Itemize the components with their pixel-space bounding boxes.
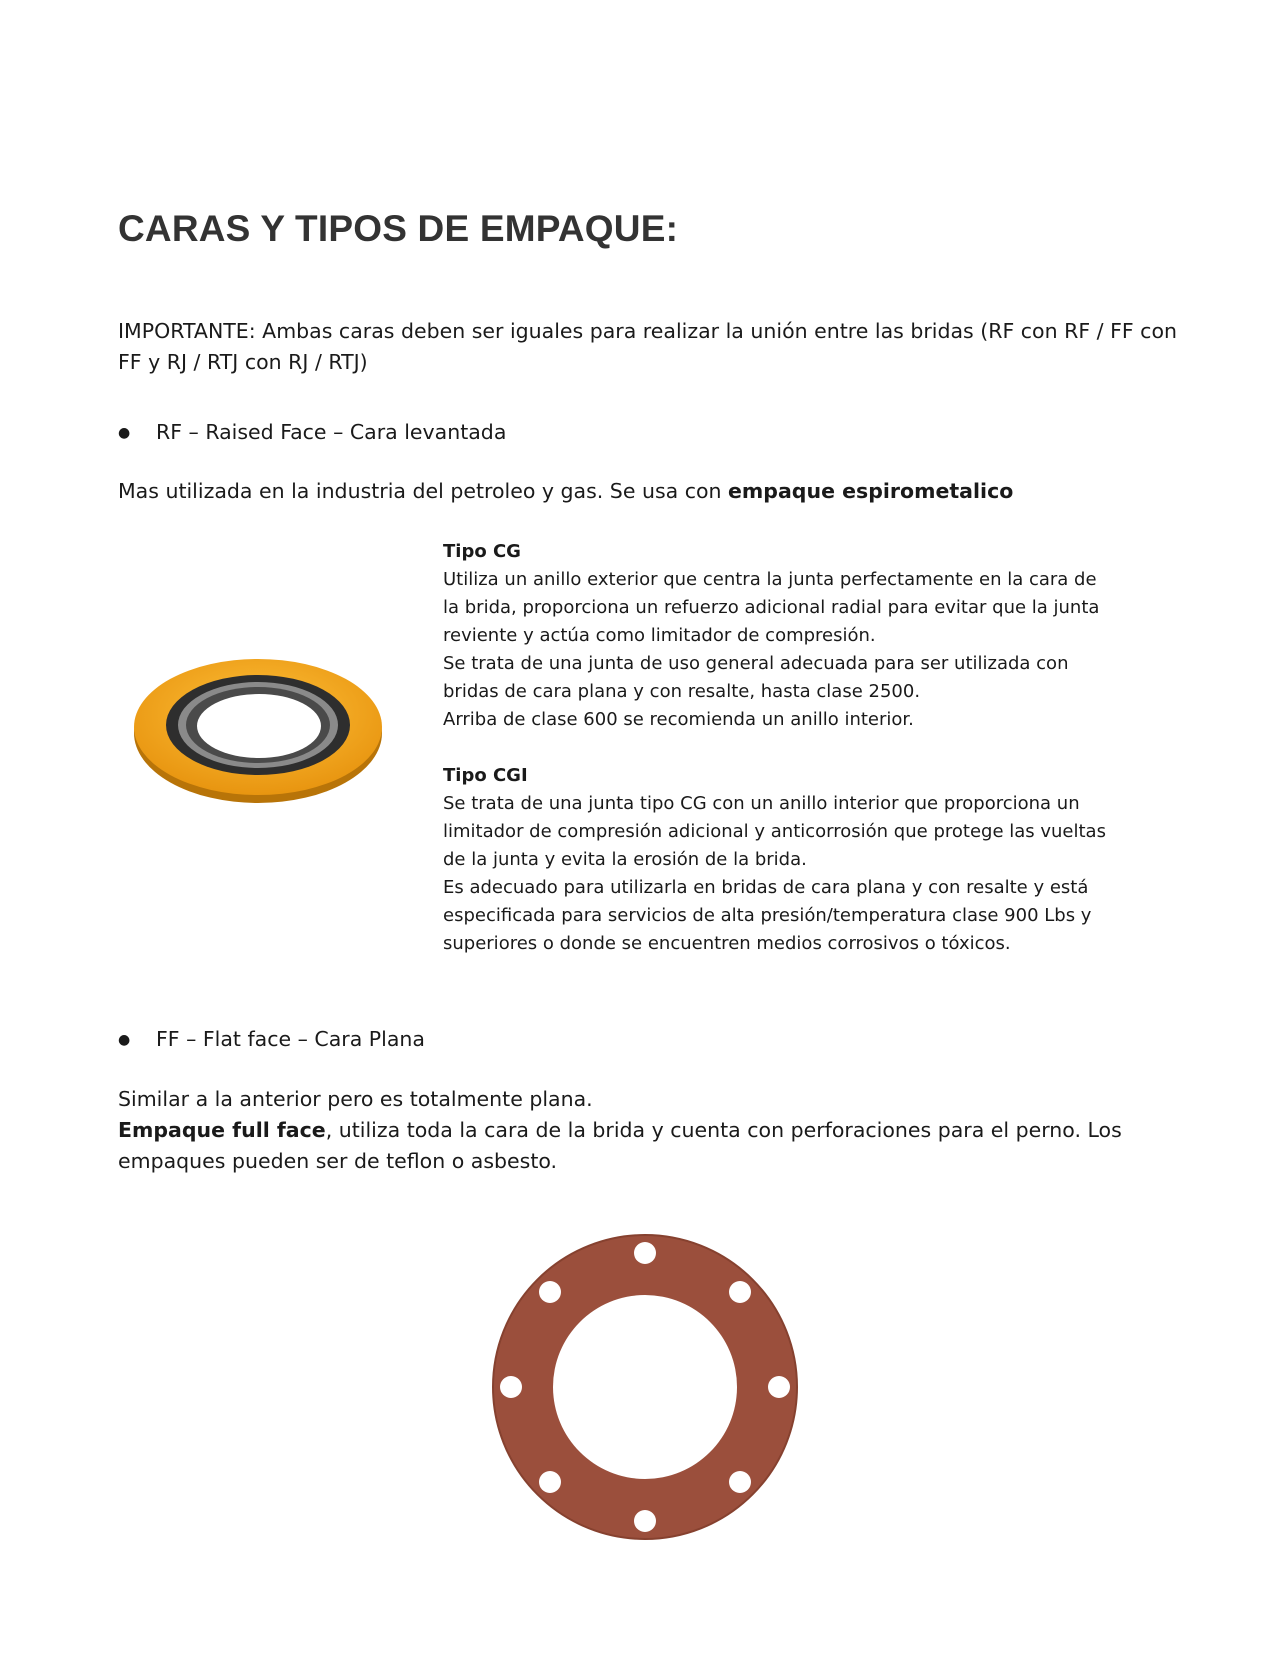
ff-description <box>118 1084 1198 1177</box>
tipo-cg-line: Utiliza un anillo exterior que centra la junta perfectamente en la cara de <box>443 569 1097 590</box>
tipo-cgi-line: de la junta y evita la erosión de la brida. <box>443 849 807 870</box>
tipo-cg-line: Arriba de clase 600 se recomienda un anillo interior. <box>443 709 914 730</box>
tipo-cg-line: reviente y actúa como limitador de compresión. <box>443 625 876 646</box>
ff-bold: Empaque full face <box>118 1118 326 1142</box>
ff-line1: Similar a la anterior pero es totalmente plana. <box>118 1087 593 1111</box>
rf-description-bold: empaque espirometalico <box>728 479 1014 503</box>
bullet-rf-label: RF – Raised Face – Cara levantada <box>156 420 507 444</box>
bullet-dot-icon: ● <box>118 1032 131 1048</box>
bullet-ff <box>118 1024 425 1056</box>
spiral-wound-gasket-image <box>130 655 390 805</box>
bullet-rf <box>118 417 506 449</box>
page-title: CARAS Y TIPOS DE EMPAQUE: <box>118 208 679 249</box>
tipo-cgi-line: Es adecuado para utilizarla en bridas de cara plana y con resalte y está <box>443 877 1089 898</box>
ff-rest: , utiliza toda la cara de la brida y cuenta con perforaciones para el perno. Los empaques pueden ser de teflon o asbesto. <box>118 1118 1122 1173</box>
tipo-cgi-line: especificada para servicios de alta presión/temperatura clase 900 Lbs y <box>443 905 1092 926</box>
tipo-cg-block <box>443 538 1143 734</box>
tipo-cgi-line: limitador de compresión adicional y anticorrosión que protege las vueltas <box>443 821 1106 842</box>
tipo-cg-line: Se trata de una junta de uso general adecuada para ser utilizada con <box>443 653 1069 674</box>
tipo-cgi-line: superiores o donde se encuentren medios corrosivos o tóxicos. <box>443 933 1011 954</box>
rf-description-text: Mas utilizada en la industria del petroleo y gas. Se usa con <box>118 479 729 503</box>
tipo-cgi-block <box>443 762 1143 958</box>
important-note: IMPORTANTE: Ambas caras deben ser iguales para realizar la unión entre las bridas (RF con RF / FF con FF y RJ / RTJ con RJ / RTJ) <box>118 319 1177 374</box>
bullet-dot-icon: ● <box>118 425 131 441</box>
tipo-cgi-line: Se trata de una junta tipo CG con un anillo interior que proporciona un <box>443 793 1080 814</box>
rf-description <box>118 476 1178 507</box>
bullet-ff-label: FF – Flat face – Cara Plana <box>156 1027 425 1051</box>
tipo-cg-line: la brida, proporciona un refuerzo adicional radial para evitar que la junta <box>443 597 1100 618</box>
tipo-cg-heading: Tipo CG <box>443 541 521 562</box>
full-face-gasket-image <box>490 1232 800 1542</box>
tipo-cgi-heading: Tipo CGI <box>443 765 528 786</box>
tipo-cg-line: bridas de cara plana y con resalte, hasta clase 2500. <box>443 681 921 702</box>
